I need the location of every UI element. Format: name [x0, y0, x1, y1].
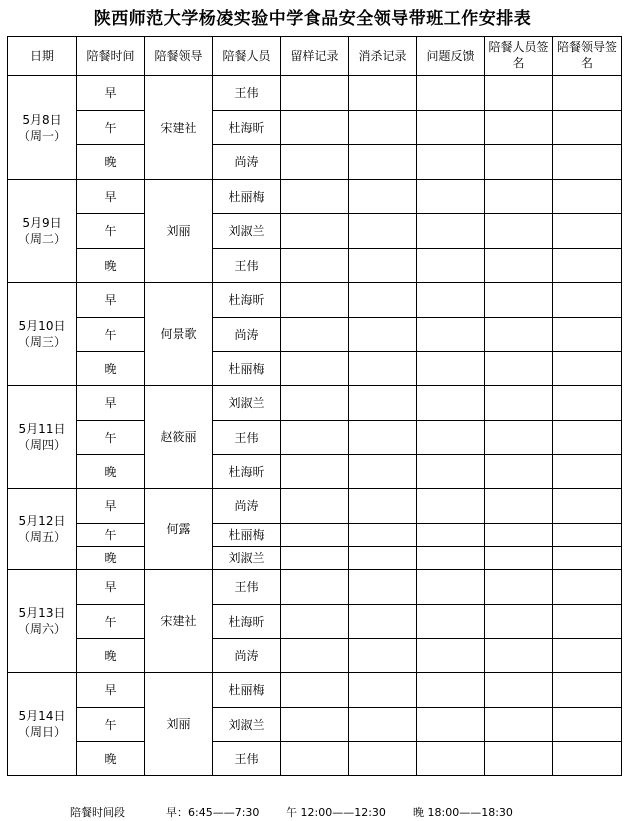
schedule-row: [8, 214, 622, 249]
sample-record-cell[interactable]: [281, 111, 349, 145]
meal-time-cell: 早: [77, 570, 145, 605]
leader-signature-cell[interactable]: [553, 180, 622, 214]
leader-signature-cell[interactable]: [553, 352, 622, 386]
disinfection-record-cell[interactable]: [349, 421, 417, 455]
weekday-text: （周日）: [17, 725, 66, 739]
feedback-cell[interactable]: [417, 708, 485, 742]
leader-signature-cell[interactable]: [553, 318, 622, 352]
meal-time-cell: 午: [77, 214, 145, 249]
leader-signature-cell[interactable]: [553, 547, 622, 570]
weekday-text: （周一）: [17, 128, 66, 143]
staff-cell: 杜海昕: [213, 283, 281, 318]
meal-time-cell: 晚: [77, 639, 145, 673]
leader-signature-cell[interactable]: [553, 673, 622, 708]
schedule-row: [8, 639, 622, 673]
schedule-table: [7, 36, 622, 776]
staff-signature-cell[interactable]: [485, 524, 553, 547]
meal-time-cell: 早: [77, 283, 145, 318]
staff-signature-cell[interactable]: [485, 708, 553, 742]
leader-signature-cell[interactable]: [553, 76, 622, 111]
header-row: [8, 37, 622, 76]
meal-time-cell: 午: [77, 605, 145, 639]
staff-cell: 刘淑兰: [213, 214, 281, 249]
header-staff: 陪餐人员: [213, 37, 281, 76]
sample-record-cell[interactable]: [281, 639, 349, 673]
footer-breakfast: 早：6:45——7:30: [166, 806, 260, 819]
leader-cell: 赵筱丽: [145, 386, 213, 489]
leader-signature-cell[interactable]: [553, 742, 622, 776]
meal-time-cell: 晚: [77, 249, 145, 283]
leader-signature-cell[interactable]: [553, 489, 622, 524]
feedback-cell[interactable]: [417, 249, 485, 283]
meal-time-cell: 早: [77, 489, 145, 524]
staff-cell: 杜丽梅: [213, 524, 281, 547]
staff-cell: 刘淑兰: [213, 708, 281, 742]
feedback-cell[interactable]: [417, 145, 485, 180]
schedule-row: [8, 180, 622, 214]
feedback-cell[interactable]: [417, 547, 485, 570]
staff-signature-cell[interactable]: [485, 455, 553, 489]
header-leader: 陪餐领导: [145, 37, 213, 76]
meal-time-cell: 早: [77, 180, 145, 214]
date-cell: [8, 489, 77, 570]
sample-record-cell[interactable]: [281, 605, 349, 639]
schedule-row: [8, 111, 622, 145]
meal-time-cell: 早: [77, 386, 145, 421]
disinfection-record-cell[interactable]: [349, 570, 417, 605]
leader-cell: 刘丽: [145, 673, 213, 776]
disinfection-record-cell[interactable]: [349, 547, 417, 570]
header-meal-time: 陪餐时间: [77, 37, 145, 76]
staff-cell: 刘淑兰: [213, 547, 281, 570]
sample-record-cell[interactable]: [281, 455, 349, 489]
leader-signature-cell[interactable]: [553, 283, 622, 318]
feedback-cell[interactable]: [417, 76, 485, 111]
feedback-cell[interactable]: [417, 352, 485, 386]
schedule-row: [8, 547, 622, 570]
meal-time-cell: 晚: [77, 352, 145, 386]
staff-signature-cell[interactable]: [485, 489, 553, 524]
staff-signature-cell[interactable]: [485, 547, 553, 570]
meal-time-cell: 午: [77, 421, 145, 455]
header-date: 日期: [8, 37, 77, 76]
staff-signature-cell[interactable]: [485, 639, 553, 673]
date-cell: [8, 283, 77, 386]
disinfection-record-cell[interactable]: [349, 318, 417, 352]
sample-record-cell[interactable]: [281, 524, 349, 547]
staff-cell: 王伟: [213, 76, 281, 111]
header-disinfection-record: 消杀记录: [349, 37, 417, 76]
sample-record-cell[interactable]: [281, 708, 349, 742]
date-cell: [8, 673, 77, 776]
staff-signature-cell[interactable]: [485, 352, 553, 386]
disinfection-record-cell[interactable]: [349, 111, 417, 145]
staff-signature-cell[interactable]: [485, 180, 553, 214]
weekday-text: （周四）: [17, 438, 66, 452]
staff-signature-cell[interactable]: [485, 111, 553, 145]
schedule-row: [8, 489, 622, 524]
disinfection-record-cell[interactable]: [349, 249, 417, 283]
sample-record-cell[interactable]: [281, 352, 349, 386]
sample-record-cell[interactable]: [281, 421, 349, 455]
leader-signature-cell[interactable]: [553, 605, 622, 639]
feedback-cell[interactable]: [417, 386, 485, 421]
sample-record-cell[interactable]: [281, 214, 349, 249]
feedback-cell[interactable]: [417, 421, 485, 455]
feedback-cell[interactable]: [417, 214, 485, 249]
disinfection-record-cell[interactable]: [349, 639, 417, 673]
feedback-cell[interactable]: [417, 180, 485, 214]
schedule-row: [8, 570, 622, 605]
disinfection-record-cell[interactable]: [349, 524, 417, 547]
feedback-cell[interactable]: [417, 570, 485, 605]
meal-time-cell: 晚: [77, 145, 145, 180]
feedback-cell[interactable]: [417, 111, 485, 145]
staff-cell: 杜海昕: [213, 111, 281, 145]
schedule-row: [8, 708, 622, 742]
disinfection-record-cell[interactable]: [349, 145, 417, 180]
sample-record-cell[interactable]: [281, 283, 349, 318]
staff-cell: 尚涛: [213, 489, 281, 524]
staff-signature-cell[interactable]: [485, 145, 553, 180]
disinfection-record-cell[interactable]: [349, 180, 417, 214]
sample-record-cell[interactable]: [281, 180, 349, 214]
disinfection-record-cell[interactable]: [349, 489, 417, 524]
disinfection-record-cell[interactable]: [349, 283, 417, 318]
feedback-cell[interactable]: [417, 455, 485, 489]
meal-time-cell: 晚: [77, 547, 145, 570]
staff-signature-cell[interactable]: [485, 742, 553, 776]
date-text: 5月12日: [18, 514, 66, 528]
weekday-text: （周五）: [17, 530, 66, 544]
weekday-text: （周二）: [17, 232, 66, 246]
schedule-row: [8, 421, 622, 455]
leader-cell: 何景歌: [145, 283, 213, 386]
header-sample-record: 留样记录: [281, 37, 349, 76]
footer-label: 陪餐时间段: [70, 806, 125, 819]
disinfection-record-cell[interactable]: [349, 455, 417, 489]
sample-record-cell[interactable]: [281, 145, 349, 180]
schedule-body: [8, 76, 622, 776]
date-text: 5月9日: [22, 216, 62, 230]
footer-lunch: 午 12:00——12:30: [286, 806, 386, 819]
meal-time-cell: 午: [77, 318, 145, 352]
sample-record-cell[interactable]: [281, 318, 349, 352]
date-text: 5月8日: [22, 112, 62, 127]
date-text: 5月11日: [18, 422, 66, 436]
schedule-row: [8, 76, 622, 111]
staff-cell: 尚涛: [213, 318, 281, 352]
staff-cell: 杜海昕: [213, 605, 281, 639]
schedule-row: [8, 145, 622, 180]
disinfection-record-cell[interactable]: [349, 605, 417, 639]
feedback-cell[interactable]: [417, 283, 485, 318]
sample-record-cell[interactable]: [281, 249, 349, 283]
staff-cell: 王伟: [213, 249, 281, 283]
sample-record-cell[interactable]: [281, 570, 349, 605]
meal-time-cell: 晚: [77, 455, 145, 489]
sample-record-cell[interactable]: [281, 76, 349, 111]
schedule-row: [8, 455, 622, 489]
weekday-text: （周三）: [17, 335, 66, 349]
schedule-row: [8, 673, 622, 708]
leader-cell: 宋建社: [145, 76, 213, 180]
staff-signature-cell[interactable]: [485, 386, 553, 421]
sample-record-cell[interactable]: [281, 386, 349, 421]
sample-record-cell[interactable]: [281, 673, 349, 708]
schedule-row: [8, 249, 622, 283]
disinfection-record-cell[interactable]: [349, 708, 417, 742]
feedback-cell[interactable]: [417, 673, 485, 708]
disinfection-record-cell[interactable]: [349, 76, 417, 111]
disinfection-record-cell[interactable]: [349, 386, 417, 421]
feedback-cell[interactable]: [417, 318, 485, 352]
sample-record-cell[interactable]: [281, 742, 349, 776]
leader-signature-cell[interactable]: [553, 639, 622, 673]
staff-signature-cell[interactable]: [485, 421, 553, 455]
date-text: 5月10日: [18, 319, 66, 333]
staff-cell: 杜丽梅: [213, 180, 281, 214]
staff-cell: 杜海昕: [213, 455, 281, 489]
leader-signature-cell[interactable]: [553, 214, 622, 249]
disinfection-record-cell[interactable]: [349, 214, 417, 249]
weekday-text: （周六）: [17, 622, 66, 636]
staff-signature-cell[interactable]: [485, 673, 553, 708]
schedule-row: [8, 318, 622, 352]
meal-time-cell: 午: [77, 111, 145, 145]
meal-time-cell: 早: [77, 673, 145, 708]
leader-signature-cell[interactable]: [553, 570, 622, 605]
header-feedback: 问题反馈: [417, 37, 485, 76]
leader-signature-cell[interactable]: [553, 386, 622, 421]
staff-cell: 尚涛: [213, 639, 281, 673]
leader-signature-cell[interactable]: [553, 524, 622, 547]
staff-signature-cell[interactable]: [485, 605, 553, 639]
meal-time-cell: 午: [77, 524, 145, 547]
header-staff-signature: 陪餐人员签名: [485, 37, 553, 76]
meal-time-cell: 晚: [77, 742, 145, 776]
leader-signature-cell[interactable]: [553, 455, 622, 489]
schedule-row: [8, 283, 622, 318]
staff-signature-cell[interactable]: [485, 249, 553, 283]
footer-dinner: 晚 18:00——18:30: [413, 806, 513, 819]
disinfection-record-cell[interactable]: [349, 742, 417, 776]
meal-time-cell: 午: [77, 708, 145, 742]
leader-cell: 刘丽: [145, 180, 213, 283]
schedule-row: [8, 742, 622, 776]
staff-signature-cell[interactable]: [485, 283, 553, 318]
staff-cell: 杜丽梅: [213, 352, 281, 386]
staff-cell: 王伟: [213, 570, 281, 605]
disinfection-record-cell[interactable]: [349, 673, 417, 708]
sample-record-cell[interactable]: [281, 547, 349, 570]
feedback-cell[interactable]: [417, 639, 485, 673]
schedule-row: [8, 524, 622, 547]
staff-cell: 王伟: [213, 421, 281, 455]
staff-cell: 尚涛: [213, 145, 281, 180]
feedback-cell[interactable]: [417, 742, 485, 776]
staff-cell: 王伟: [213, 742, 281, 776]
schedule-row: [8, 386, 622, 421]
date-cell: [8, 570, 77, 673]
feedback-cell[interactable]: [417, 489, 485, 524]
meal-time-cell: 早: [77, 76, 145, 111]
date-cell: [8, 386, 77, 489]
date-cell: [8, 180, 77, 283]
feedback-cell[interactable]: [417, 524, 485, 547]
date-text: 5月13日: [18, 606, 66, 620]
schedule-row: [8, 605, 622, 639]
staff-signature-cell[interactable]: [485, 76, 553, 111]
feedback-cell[interactable]: [417, 605, 485, 639]
leader-signature-cell[interactable]: [553, 145, 622, 180]
staff-signature-cell[interactable]: [485, 214, 553, 249]
leader-signature-cell[interactable]: [553, 421, 622, 455]
date-text: 5月14日: [18, 709, 66, 723]
page-title: 陕西师范大学杨凌实验中学食品安全领导带班工作安排表: [93, 9, 532, 29]
staff-cell: 杜丽梅: [213, 673, 281, 708]
leader-signature-cell[interactable]: [553, 111, 622, 145]
schedule-row: [8, 352, 622, 386]
date-cell: [8, 76, 77, 180]
leader-signature-cell[interactable]: [553, 249, 622, 283]
sample-record-cell[interactable]: [281, 489, 349, 524]
staff-signature-cell[interactable]: [485, 570, 553, 605]
leader-cell: 宋建社: [145, 570, 213, 673]
disinfection-record-cell[interactable]: [349, 352, 417, 386]
header-leader-signature: 陪餐领导签名: [553, 37, 622, 76]
staff-signature-cell[interactable]: [485, 318, 553, 352]
leader-cell: 何露: [145, 489, 213, 570]
leader-signature-cell[interactable]: [553, 708, 622, 742]
staff-cell: 刘淑兰: [213, 386, 281, 421]
